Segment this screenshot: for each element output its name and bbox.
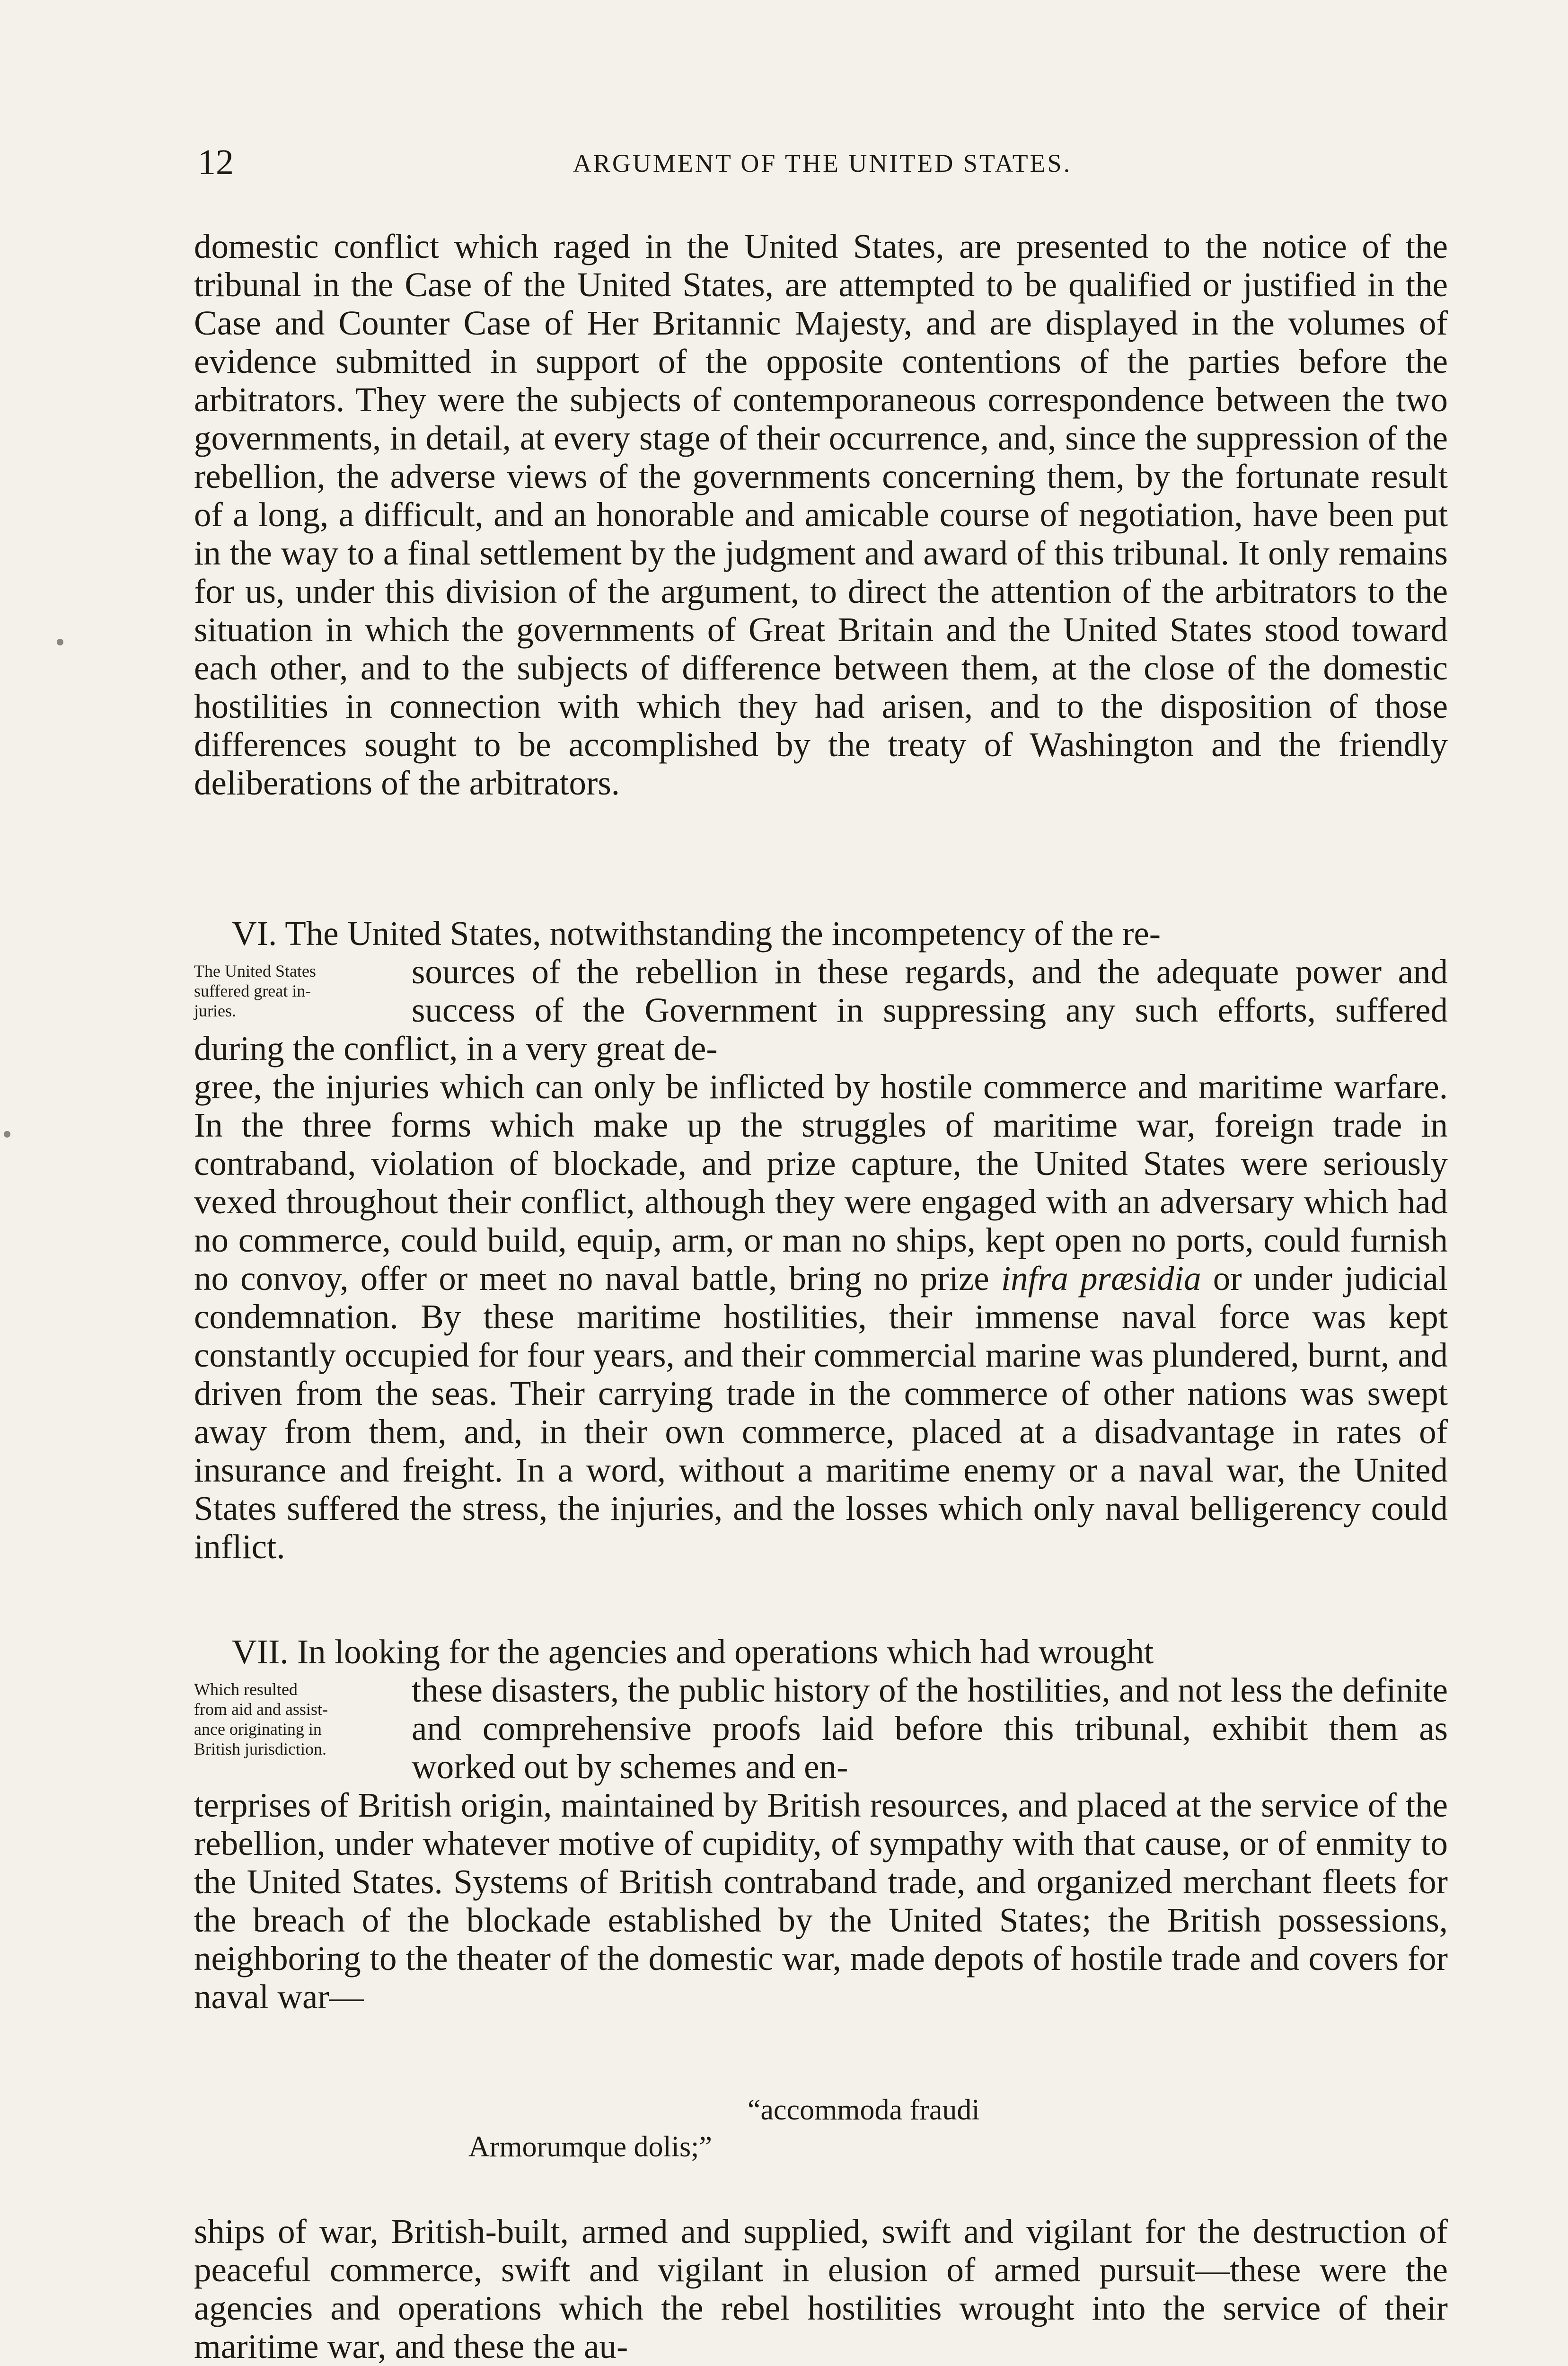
paragraph-3-wrapped-text: these disasters, the public history of the hostilities, and not less the definite and comprehensive proofs laid before this tribunal, exhibit them as worked out by schemes and en- — [412, 1671, 1448, 1786]
paragraph-2 — [194, 914, 1448, 1566]
margin-speck — [57, 639, 63, 645]
paragraph-3 — [194, 1633, 1448, 2016]
paragraph-3-rest: terprises of British origin, maintained by British resources, and placed at the service of the rebellion, under whatever motive of cupidity, of sympathy with that cause, or of enmity to the United States. Systems of British contraband trade, and organized merchant fleets for the breach of the blockade established by the United States; the British possessions, neighboring to the theater of the domestic war, made depots of hostile trade and covers for naval war— — [194, 1786, 1448, 2016]
margin-speck — [4, 1131, 10, 1138]
paragraph-1: domestic conflict which raged in the United States, are presented to the notice of the tribunal in the Case of the United States, are attempted to be qualified or justified in the Case and Counter Case of Her Britannic Majesty, and are displayed in the volumes of evidence submitted in support of the opposite contentions of the parties before the arbitrators. They were the subjects of contemporaneous correspondence between the two governments, in detail, at every stage of their occurrence, and, since the suppression of the rebellion, the adverse views of the governments concerning them, by the fortunate result of a long, a difficult, and an honorable and amicable course of negotiation, have been put in the way to a final settlement by the judgment and award of this tribunal. It only remains for us, under this division of the argument, to direct the attention of the arbitrators to the situation in which the governments of Great Britain and the United States stood toward each other, and to the subjects of difference between them, at the close of the domestic hostilities in connection with which they had arisen, and to the disposition of those differences sought to be accomplished by the treaty of Washington and the friendly deliberations of the arbitrators. — [194, 227, 1448, 802]
page-header — [198, 142, 1447, 194]
paragraph-3-first-line: VII. In looking for the agencies and operations which had wrought — [232, 1633, 1154, 1671]
paragraph-2-text-b: or under judicial condemnation. By these maritime hostilities, their immense naval force was kept constantly occupied for four years, and their commercial marine was plundered, burnt, and driven from the seas. Their carrying trade in the commerce of other nations was swept away from them, and, in their own commerce, placed at a disadvantage in rates of insurance and freight. In a word, without a maritime enemy or a naval war, the United States suffered the stress, the injuries, and the losses which only naval belligerency could inflict. — [194, 1259, 1448, 1566]
quote-line-1: “accommoda fraudi — [748, 2094, 980, 2126]
paragraph-2-text-a: gree, the injuries which can only be inflicted by hostile commerce and maritime warfare. In the three forms which make up the struggles of maritime war, foreign trade in contraband, violation of blockade, and prize capture, the United States were seriously vexed throughout their conflict, although they were engaged with an adversary which had no commerce, could build, equip, arm, or man no ships, kept open no ports, could furnish no convoy, offer or meet no naval battle, bring no prize — [194, 1068, 1448, 1298]
paragraph-3-wrap — [194, 1671, 1448, 1786]
sidenote-line: from aid and assist- — [194, 1700, 328, 1719]
paragraph-2-wrapped-text: sources of the rebellion in these regards, and the adequate power and success of the Government in suppressing any such efforts, suffered during the conflict, in a very great de- — [194, 953, 1448, 1068]
sidenote-line: The United States — [194, 962, 316, 980]
sidenote-line: ance originating in — [194, 1720, 322, 1739]
paragraph-2-wrap — [194, 953, 1448, 1068]
quote-line-2: Armorumque dolis;” — [468, 2131, 712, 2163]
sidenote-injuries — [194, 953, 397, 1021]
paragraph-2-first-line: VI. The United States, notwithstanding the incompetency of the re- — [232, 914, 1161, 953]
paragraph-4: ships of war, British-built, armed and supplied, swift and vigilant for the destruction of peaceful commerce, swift and vigilant in elusion of armed pursuit—these were the agencies and operations which the rebel hostilities wrought into the service of their maritime war, and these the au- — [194, 2212, 1448, 2366]
paragraph-2-rest — [194, 1068, 1448, 1566]
latin-quotation — [468, 2092, 1225, 2165]
running-head: ARGUMENT OF THE UNITED STATES. — [573, 149, 1072, 177]
latin-phrase: infra præsidia — [1001, 1259, 1201, 1298]
sidenote-line: juries. — [194, 1001, 236, 1020]
sidenote-british-jurisdiction — [194, 1671, 397, 1759]
sidenote-line: British jurisdiction. — [194, 1739, 327, 1758]
page-number: 12 — [198, 142, 234, 182]
sidenote-line: Which resulted — [194, 1680, 298, 1699]
sidenote-line: suffered great in- — [194, 981, 311, 1000]
